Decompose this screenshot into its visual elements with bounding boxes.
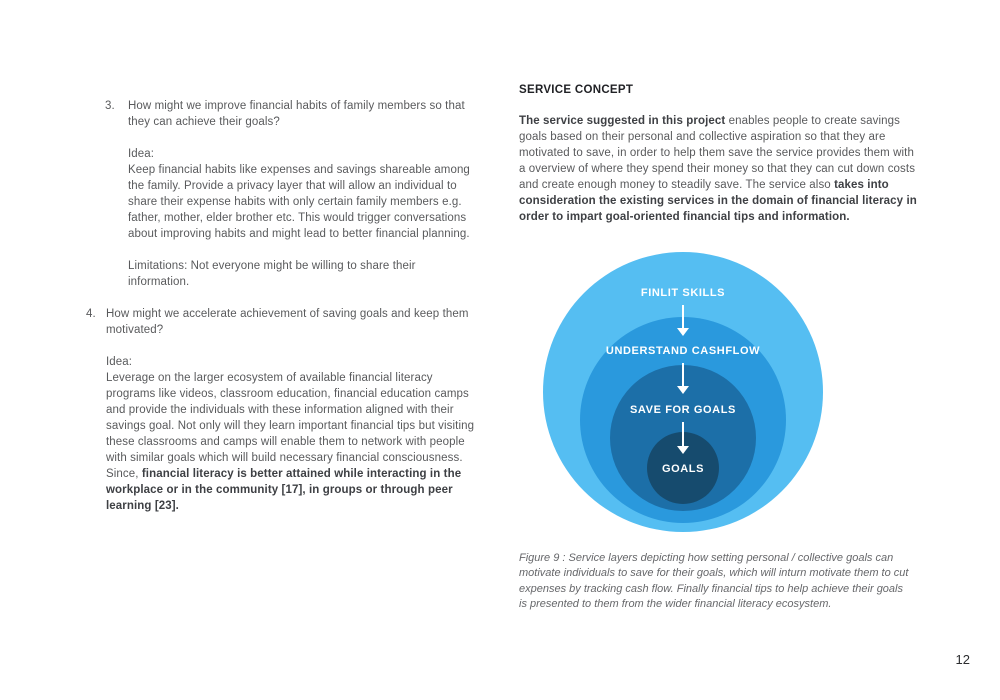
paragraph-bold-tail: takes into consideration the existing services in the domain of financial literacy in order to impart goal-oriented financial tips and information. xyxy=(519,179,917,223)
list-item-content xyxy=(128,98,475,290)
spacer xyxy=(106,338,476,354)
idea-text xyxy=(106,370,476,514)
paragraph-normal: enables people to create savings goals based on their personal and collective aspiration so that they are motivated to save, in order to help them save the service provides them with a overview of where they spend their money so that they can cut down costs and create enough money to steadily save. The service also xyxy=(519,115,916,191)
idea-text-normal: Leverage on the larger ecosystem of available financial literacy programs like videos, classroom education, financial education camps and provide the individuals with these information aligned with their savings goal. Not only will they learn important financial tips but visiting these classrooms and camps will enable them to network with people with similar goals which will build necessary financial consciousness. Since, xyxy=(106,372,475,480)
spacer xyxy=(128,242,475,258)
layer-label-save-for-goals: SAVE FOR GOALS xyxy=(630,404,736,416)
list-item-4 xyxy=(86,306,478,514)
diagram-svg xyxy=(533,244,833,544)
service-concept-paragraph xyxy=(519,113,917,225)
list-item-number: 3. xyxy=(105,100,115,112)
idea-label: Idea: xyxy=(106,356,133,368)
layer-label-finlit-skills: FINLIT SKILLS xyxy=(640,287,726,299)
list-item-number: 4. xyxy=(86,308,96,320)
question-text: How might we improve financial habits of family members so that they can achieve their goals? xyxy=(128,100,465,128)
layer-label-understand-cashflow: UNDERSTAND CASHFLOW xyxy=(605,345,761,357)
idea-text: Keep financial habits like expenses and savings shareable among the family. Provide a privacy layer that will allow an individual to share their expense habits with only certain family members e.g. father, mother, elder brother etc. This would trigger conversations about improving habits and might lead to better financial planning. xyxy=(128,164,470,240)
list-item-content xyxy=(106,306,476,514)
list-item-3 xyxy=(105,98,475,290)
figure-9-service-layers-diagram xyxy=(533,244,833,544)
figure-caption: Figure 9 : Service layers depicting how setting personal / collective goals can motivate individuals to save for their goals, which will inturn motivate them to cut expenses by tracking cash flow. Finally financial tips to help achieve their goals is presented to them from the wider financial literacy ecosystem. xyxy=(519,552,909,610)
page-number: 12 xyxy=(955,652,970,667)
idea-text-bold: financial literacy is better attained while interacting in the workplace or in the community [17], in groups or through peer learning [23]. xyxy=(106,468,462,512)
layer-label-goals: GOALS xyxy=(661,463,705,475)
question-text: How might we accelerate achievement of saving goals and keep them motivated? xyxy=(106,308,469,336)
idea-label: Idea: xyxy=(128,148,155,160)
section-heading: SERVICE CONCEPT xyxy=(519,84,634,96)
paragraph-bold-lead: The service suggested in this project xyxy=(519,115,726,127)
spacer xyxy=(128,130,475,146)
limitations-text: Limitations: Not everyone might be willing to share their information. xyxy=(128,260,416,288)
